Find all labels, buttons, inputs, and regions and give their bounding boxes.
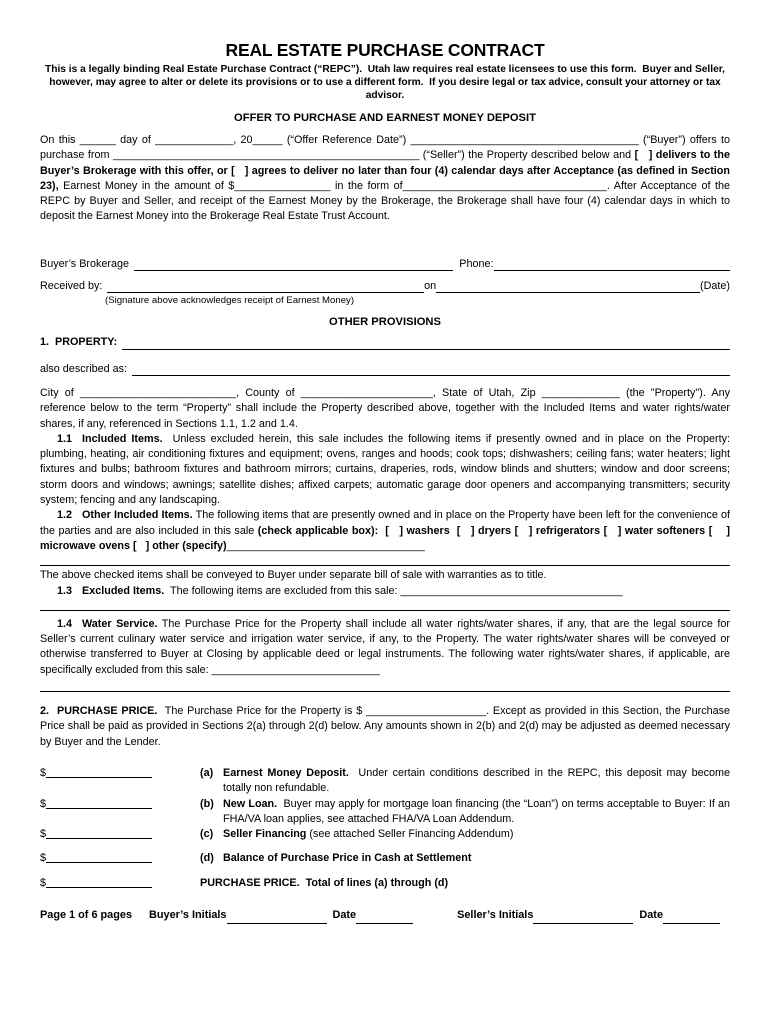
seller-initials-label: Seller’s Initials	[457, 909, 534, 921]
section1-2-body: The following items that are presently owned and in place on the Property have been left for the convenience of the parties and are also included in this sale	[40, 509, 731, 537]
letter-b: (b)	[200, 797, 214, 810]
amount-d-blank[interactable]	[46, 852, 152, 863]
property-description-blank[interactable]	[122, 335, 730, 349]
property-row	[40, 335, 730, 350]
received-by-label: Received by:	[40, 280, 103, 293]
section-1-1-included-items	[40, 432, 730, 508]
amount-c	[40, 827, 200, 842]
also-described-blank[interactable]	[132, 362, 730, 376]
section2-title: PURCHASE PRICE.	[57, 705, 158, 718]
page-number-label: Page 1 of 6 pages	[40, 909, 133, 921]
payment-d-title: Balance of Purchase Price in Cash at Settlement	[223, 852, 472, 865]
letter-a: (a)	[200, 766, 214, 779]
amount-a	[40, 766, 200, 797]
amount-b	[40, 797, 200, 828]
section-1-2-other-included-items	[40, 508, 730, 554]
amount-d	[40, 851, 200, 866]
section1-4-number: 1.4	[57, 617, 73, 630]
payment-row-a	[40, 766, 730, 797]
purchase-price-breakdown	[40, 766, 730, 891]
section1-number: 1.	[40, 336, 50, 349]
seller-initials-blank[interactable]	[533, 913, 633, 924]
payment-b-body: Buyer may apply for mortgage loan financing (the “Loan”) on terms acceptable to Buyer: If an FHA/VA loan applies, see attached FHA/VA Loan Addendum.	[223, 797, 730, 825]
brokerage-row	[40, 257, 730, 272]
page-footer	[40, 908, 730, 922]
city-county-paragraph: City of __________________________, County of ______________________, State of Utah, Zip _____________ (the "Property"). Any reference below to the term “Property” shall include the Property described above, together with the Included Items and water rights/water shares, if any, referenced in Sections 1.1, 1.2 and 1.4.	[40, 386, 730, 430]
other-provisions-heading: OTHER PROVISIONS	[329, 316, 441, 329]
section1-4-title: Water Service.	[82, 617, 158, 630]
section1-2-checkboxes: (check applicable box): [ ] washers [ ] dryers [ ] refrigerators [ ] water softeners [ ] microwave ovens [ ] other (specify)	[40, 524, 730, 552]
offer-heading: OFFER TO PURCHASE AND EARNEST MONEY DEPOSIT	[234, 112, 536, 124]
received-on-label: on	[424, 280, 437, 293]
brokerage-name-blank[interactable]	[134, 257, 453, 271]
letter-d: (d)	[200, 852, 214, 865]
seller-date-blank[interactable]	[663, 913, 720, 924]
buyer-date-blank[interactable]	[356, 913, 413, 924]
buyer-date-label: Date	[332, 909, 357, 921]
also-described-row	[40, 362, 730, 377]
section-1-3-excluded-items	[40, 584, 730, 599]
section-1-4-water-service	[40, 617, 730, 678]
intro-disclaimer: This is a legally binding Real Estate Purchase Contract (“REPC”). Utah law requires real estate licensees to use this form. Buyer and Seller, however, may agree to alter or delete its provisions or to use a different form. If you desire legal or tax advice, consult your attorney or tax advisor.	[45, 64, 725, 101]
payment-a-text	[223, 766, 730, 797]
payment-c-title: Seller Financing	[223, 828, 307, 841]
offer-delivery-options-bold: [ ] delivers to the Buyer’s Brokerage with this offer, or [ ] agrees to deliver no later than four (4) calendar days after Acceptance (as defined in Section 23),	[40, 149, 731, 192]
conveyance-note: The above checked items shall be conveyed to Buyer under separate bill of sale with warranties as to title.	[40, 569, 547, 582]
currency-symbol: $	[40, 766, 47, 779]
payment-d-text	[223, 851, 730, 866]
payment-total-title: PURCHASE PRICE. Total of lines (a) through (d)	[200, 876, 449, 889]
section1-3-number: 1.3	[57, 584, 73, 597]
received-by-signature-blank[interactable]	[107, 279, 424, 293]
payment-row-b	[40, 797, 730, 828]
payment-a-title: Earnest Money Deposit.	[223, 766, 349, 779]
signature-note: (Signature above acknowledges receipt of Earnest Money)	[105, 295, 355, 307]
buyer-initials-label: Buyer’s Initials	[149, 909, 227, 921]
amount-total-blank[interactable]	[46, 877, 152, 888]
section1-4-body: The Purchase Price for the Property shall include all water rights/water shares, if any, that are the legal source for Seller’s current culinary water service and irrigation water service, if any, to the Property. The water rights/water shares will be conveyed or otherwise transferred to Buyer at Closing by applicable deed or legal instruments. The following water rights/water shares, if applicable, are specifically excluded from this sale: ____________________________	[40, 617, 730, 676]
also-described-label: also described as:	[40, 362, 128, 375]
section2-number: 2.	[40, 705, 50, 718]
offer-text-2: Earnest Money in the amount of $________________ in the form of__________________________________. After Acceptance of the REPC by Buyer and Seller, and receipt of the Earnest Money by the Brokerage, the Brokerage shall have four (4) calendar days in which to deposit the Earnest Money into the Brokerage Real Estate Trust Account.	[40, 179, 731, 223]
received-date-label: (Date)	[700, 280, 730, 293]
payment-row-c	[40, 827, 730, 842]
section1-1-title: Included Items.	[82, 432, 163, 445]
currency-symbol: $	[40, 852, 47, 865]
payment-total-text	[200, 876, 730, 891]
offer-text-1: On this ______ day of _____________, 20_____ (“Offer Reference Date”) ______________________________________ (“Buyer”) offers to purchase from ___________________________________________________ (“Seller”) the Property described below and	[40, 134, 730, 162]
section1-2-specify-blank[interactable]: _________________________________	[226, 539, 425, 552]
amount-total	[40, 876, 200, 891]
payment-b-text	[223, 797, 730, 828]
amount-a-blank[interactable]	[46, 767, 152, 778]
payment-a-body: Under certain conditions described in the REPC, this deposit may become totally non refundable.	[223, 766, 730, 795]
specify-continuation-blank[interactable]	[40, 554, 730, 566]
letter-c: (c)	[200, 828, 214, 841]
section1-3-title: Excluded Items.	[82, 584, 165, 597]
section1-2-title: Other Included Items.	[82, 509, 193, 522]
page-title: REAL ESTATE PURCHASE CONTRACT	[225, 40, 545, 60]
section2-body: The Purchase Price for the Property is $ ____________________. Except as provided in this Section, the Purchase Price shall be paid as provided in Sections 2(a) through 2(d) below. Any amounts shown in 2(b) and 2(d) may be adjusted as deemed necessary by Buyer and the Lender.	[40, 705, 730, 748]
currency-symbol: $	[40, 828, 47, 841]
payment-row-d	[40, 851, 730, 866]
currency-symbol: $	[40, 797, 47, 810]
payment-c-text	[223, 827, 730, 842]
received-date-blank[interactable]	[436, 279, 700, 293]
payment-c-body: (see attached Seller Financing Addendum)	[306, 828, 514, 841]
section1-3-body: The following items are excluded from this sale: _____________________________________	[164, 584, 623, 597]
amount-c-blank[interactable]	[46, 828, 152, 839]
payment-b-title: New Loan.	[223, 797, 278, 810]
section1-1-number: 1.1	[57, 432, 73, 445]
section1-1-body: Unless excluded herein, this sale includes the following items if presently owned and in place on the Property: plumbing, heating, air conditioning fixtures and equipment; ovens, ranges and hoods; cook tops; dishwashers; ceiling fans; water heaters; light fixtures and bulbs; bathroom fixtures and bathroom mirrors; curtains, draperies, rods, window blinds and shutters; window and door screens; storm doors and windows; awnings; satellite dishes; affixed carpets; automatic garage door openers and accompanying transmitters; security system; fencing and any landscaping.	[40, 432, 730, 507]
excluded-items-continuation-blank[interactable]	[40, 599, 730, 611]
water-shares-continuation-blank[interactable]	[40, 680, 730, 692]
payment-row-total	[40, 876, 730, 891]
seller-date-label: Date	[639, 909, 663, 921]
property-label: PROPERTY:	[55, 336, 118, 349]
brokerage-label: Buyer’s Brokerage	[40, 257, 130, 270]
brokerage-phone-blank[interactable]	[494, 257, 730, 271]
section1-2-number: 1.2	[57, 509, 73, 522]
amount-b-blank[interactable]	[46, 798, 152, 809]
section-2-purchase-price	[40, 704, 730, 750]
phone-label: Phone:	[459, 257, 494, 270]
received-by-row	[40, 279, 730, 294]
offer-paragraph	[40, 133, 730, 225]
buyer-initials-blank[interactable]	[227, 913, 327, 924]
currency-symbol: $	[40, 876, 47, 889]
